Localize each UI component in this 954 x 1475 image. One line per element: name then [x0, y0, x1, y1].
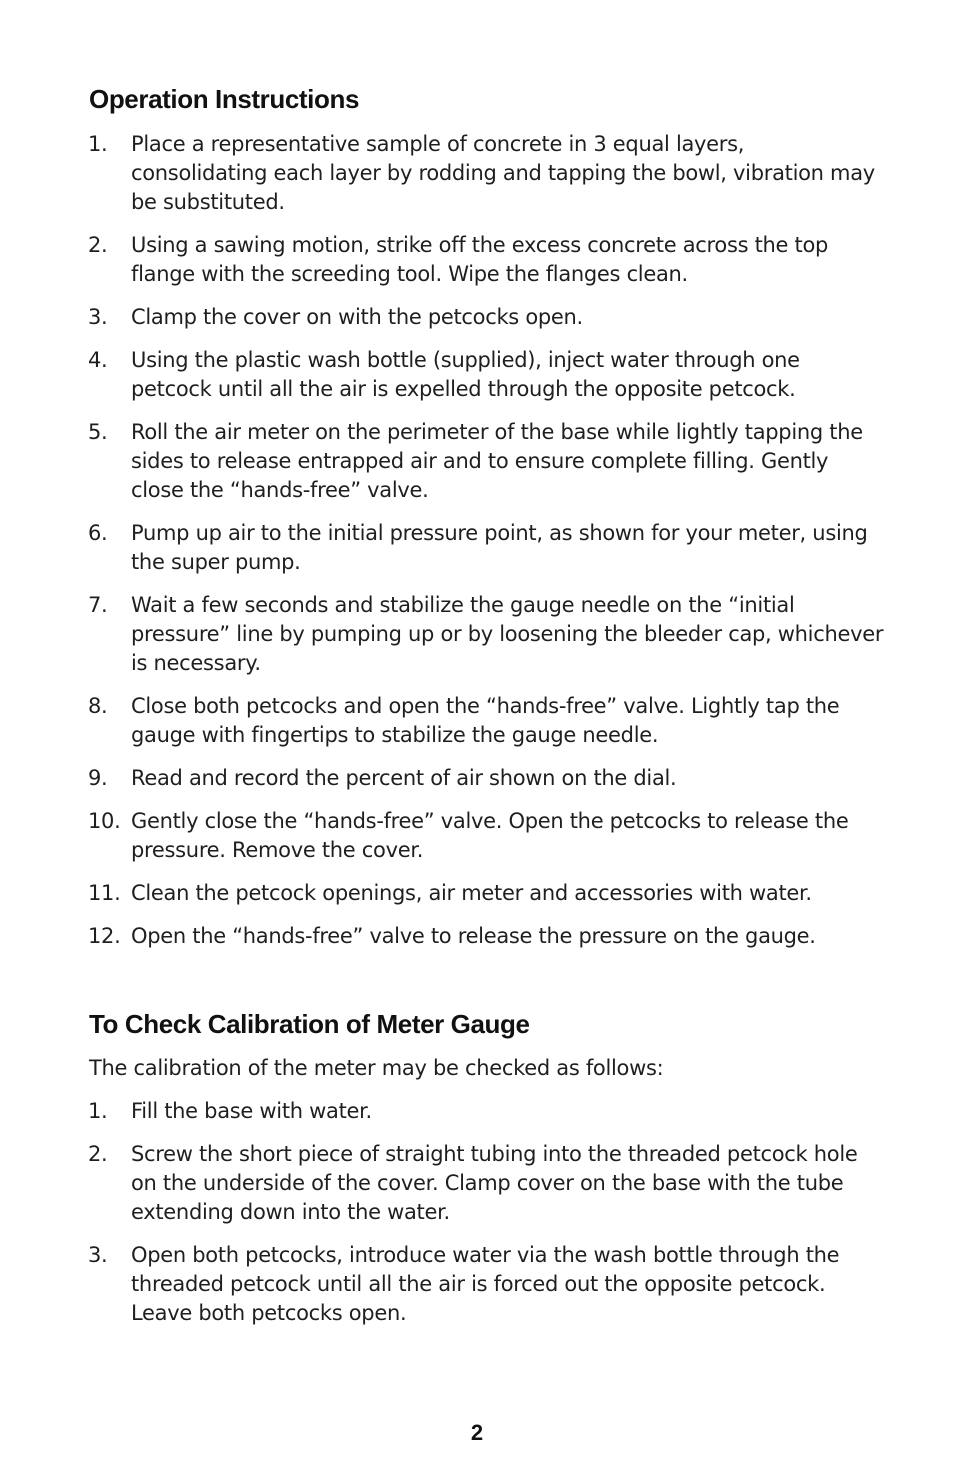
step-number: 9.: [88, 766, 108, 790]
list-item: [0, 922, 954, 951]
step-number: 10.: [88, 809, 121, 833]
step-number: 1.: [88, 132, 108, 156]
list-item: [0, 1140, 954, 1227]
step-number: 11.: [88, 881, 121, 905]
step-text: Gently close the “hands-free” valve. Open the petcocks to release the pressure. Remove the cover.: [131, 809, 849, 862]
step-text: Read and record the percent of air shown on the dial.: [131, 766, 677, 790]
step-number: 5.: [88, 420, 108, 444]
step-number: 3.: [88, 305, 108, 329]
step-text: Using a sawing motion, strike off the excess concrete across the top flange with the screeding tool. Wipe the flanges clean.: [131, 233, 829, 286]
operation-instructions-heading: Operation Instructions: [89, 84, 360, 114]
list-item: [0, 879, 954, 908]
step-text: Screw the short piece of straight tubing into the threaded petcock hole on the underside of the cover. Clamp cover on the base with the tube extending down into the water.: [131, 1142, 858, 1224]
page-number: 2: [470, 1420, 484, 1445]
step-text: Using the plastic wash bottle (supplied), inject water through one petcock until all the air is expelled through the opposite petcock.: [131, 348, 800, 401]
list-item: [0, 1097, 954, 1126]
step-text: Pump up air to the initial pressure point, as shown for your meter, using the super pump.: [131, 521, 868, 574]
list-item: [0, 231, 954, 289]
calibration-steps-list: [0, 1097, 954, 1342]
list-item: [0, 591, 954, 678]
step-text: Wait a few seconds and stabilize the gauge needle on the “initial pressure” line by pumping up or by loosening the bleeder cap, whichever is necessary.: [131, 593, 884, 675]
step-number: 8.: [88, 694, 108, 718]
step-number: 6.: [88, 521, 108, 545]
step-number: 7.: [88, 593, 108, 617]
list-item: [0, 1241, 954, 1328]
calibration-intro: The calibration of the meter may be checked as follows:: [89, 1056, 664, 1080]
list-item: [0, 764, 954, 793]
list-item: [0, 807, 954, 865]
step-text: Place a representative sample of concrete in 3 equal layers, consolidating each layer by rodding and tapping the bowl, vibration may be substituted.: [131, 132, 875, 214]
step-number: 4.: [88, 348, 108, 372]
step-text: Close both petcocks and open the “hands-free” valve. Lightly tap the gauge with fingertips to stabilize the gauge needle.: [131, 694, 840, 747]
list-item: [0, 303, 954, 332]
step-text: Open both petcocks, introduce water via the wash bottle through the threaded petcock until all the air is forced out the opposite petcock. Leave both petcocks open.: [131, 1243, 840, 1325]
list-item: [0, 130, 954, 217]
step-number: 3.: [88, 1243, 108, 1267]
step-number: 2.: [88, 233, 108, 257]
step-number: 1.: [88, 1099, 108, 1123]
step-text: Clean the petcock openings, air meter and accessories with water.: [131, 881, 812, 905]
step-number: 2.: [88, 1142, 108, 1166]
operation-steps-list: [0, 130, 954, 965]
list-item: [0, 418, 954, 505]
list-item: [0, 692, 954, 750]
step-number: 12.: [88, 924, 121, 948]
step-text: Fill the base with water.: [131, 1099, 372, 1123]
step-text: Roll the air meter on the perimeter of the base while lightly tapping the sides to release entrapped air and to ensure complete filling. Gently close the “hands-free” valve.: [131, 420, 863, 502]
step-text: Open the “hands-free” valve to release the pressure on the gauge.: [131, 924, 816, 948]
step-text: Clamp the cover on with the petcocks open.: [131, 305, 583, 329]
list-item: [0, 346, 954, 404]
calibration-heading: To Check Calibration of Meter Gauge: [89, 1009, 530, 1039]
list-item: [0, 519, 954, 577]
